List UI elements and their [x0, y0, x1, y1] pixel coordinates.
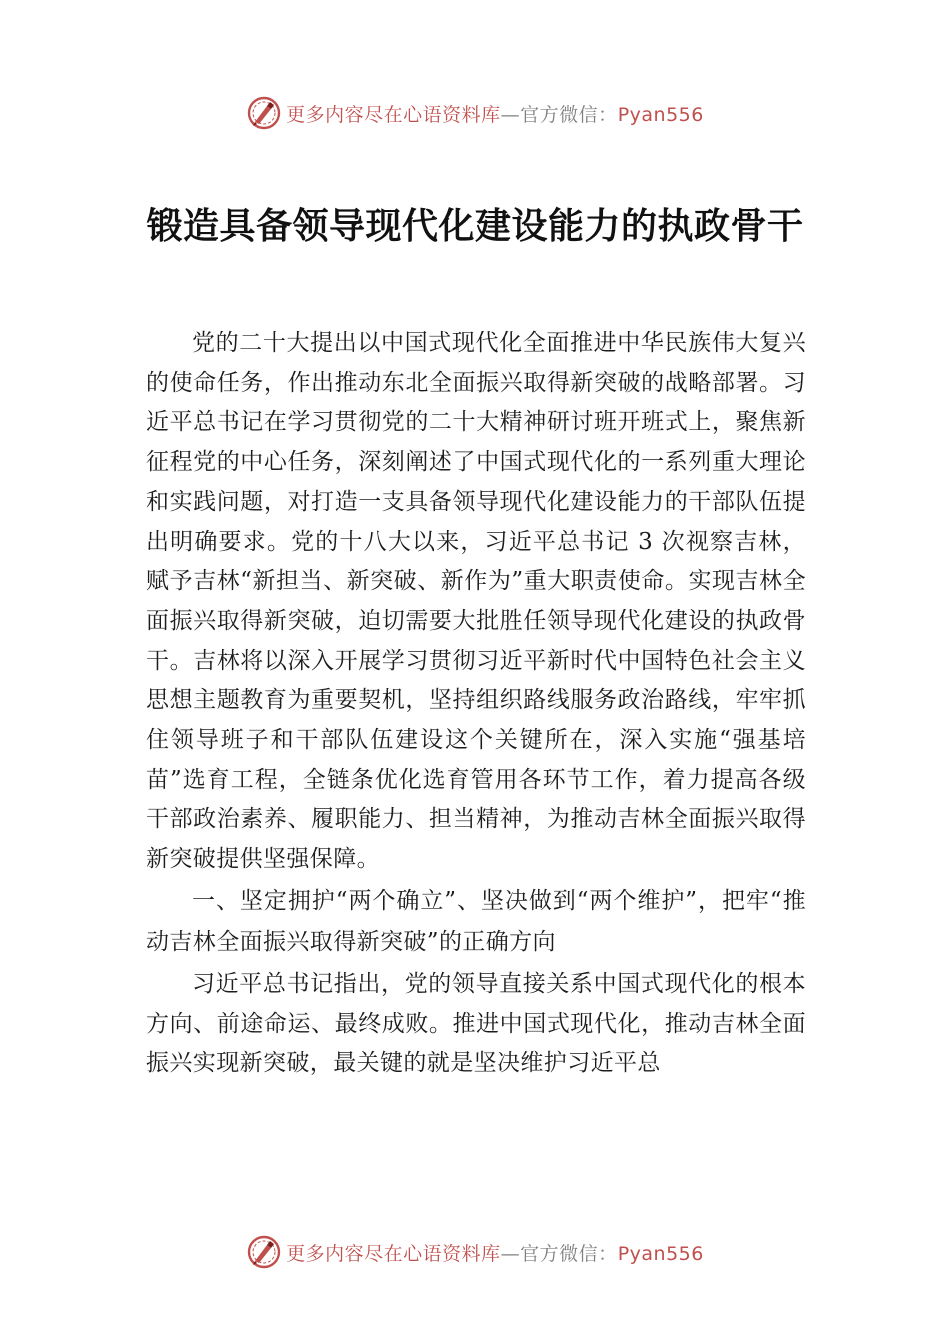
header-banner-wechat-label: 官方微信：: [520, 103, 618, 126]
header-banner: [0, 93, 950, 133]
footer-banner: [0, 1232, 950, 1272]
footer-banner-text: [286, 1239, 704, 1266]
paragraph-intro: 党的二十大提出以中国式现代化全面推进中华民族伟大复兴的使命任务，作出推动东北全面振兴取得新突破的战略部署。习近平总书记在学习贯彻党的二十大精神研讨班开班式上，聚焦新征程党的中心任务，深刻阐述了中国式现代化的一系列重大理论和实践问题，对打造一支具备领导现代化建设能力的干部队伍提出明确要求。党的十八大以来，习近平总书记 3 次视察吉林，赋予吉林“新担当、新突破、新作为”重大职责使命。实现吉林全面振兴取得新突破，迫切需要大批胜任领导现代化建设的执政骨干。吉林将以深入开展学习贯彻习近平新时代中国特色社会主义思想主题教育为重要契机，坚持组织路线服务政治路线，牢牢抓住领导班子和干部队伍建设这个关键所在，深入实施“强基培苗”选育工程，全链条优化选育管用各环节工作，着力提高各级干部政治素养、履职能力、担当精神，为推动吉林全面振兴取得新突破提供坚强保障。: [146, 330, 806, 873]
header-banner-dash: —: [500, 103, 521, 126]
pen-nib-logo-icon: [246, 1234, 282, 1270]
footer-banner-wechat-id: Pyan556: [617, 1242, 704, 1265]
paragraph-section-1: 习近平总书记指出，党的领导直接关系中国式现代化的根本方向、前途命运、最终成败。推进中国式现代化，推动吉林全面振兴实现新突破，最关键的就是坚决维护习近平总: [146, 970, 806, 1077]
section-heading-1: 一、坚定拥护“两个确立”、坚决做到“两个维护”，把牢“推动吉林全面振兴取得新突破”的正确方向: [146, 887, 806, 955]
footer-banner-slogan: 更多内容尽在心语资料库: [286, 1242, 501, 1265]
document-title: 锻造具备领导现代化建设能力的执政骨干: [146, 205, 804, 247]
header-banner-text: [286, 100, 704, 127]
footer-banner-wechat-label: 官方微信：: [520, 1242, 618, 1265]
document-body: [146, 324, 806, 1084]
pen-nib-logo-icon: [246, 95, 282, 131]
header-banner-slogan: 更多内容尽在心语资料库: [286, 103, 501, 126]
header-banner-wechat-id: Pyan556: [617, 103, 704, 126]
footer-banner-dash: —: [500, 1242, 521, 1265]
